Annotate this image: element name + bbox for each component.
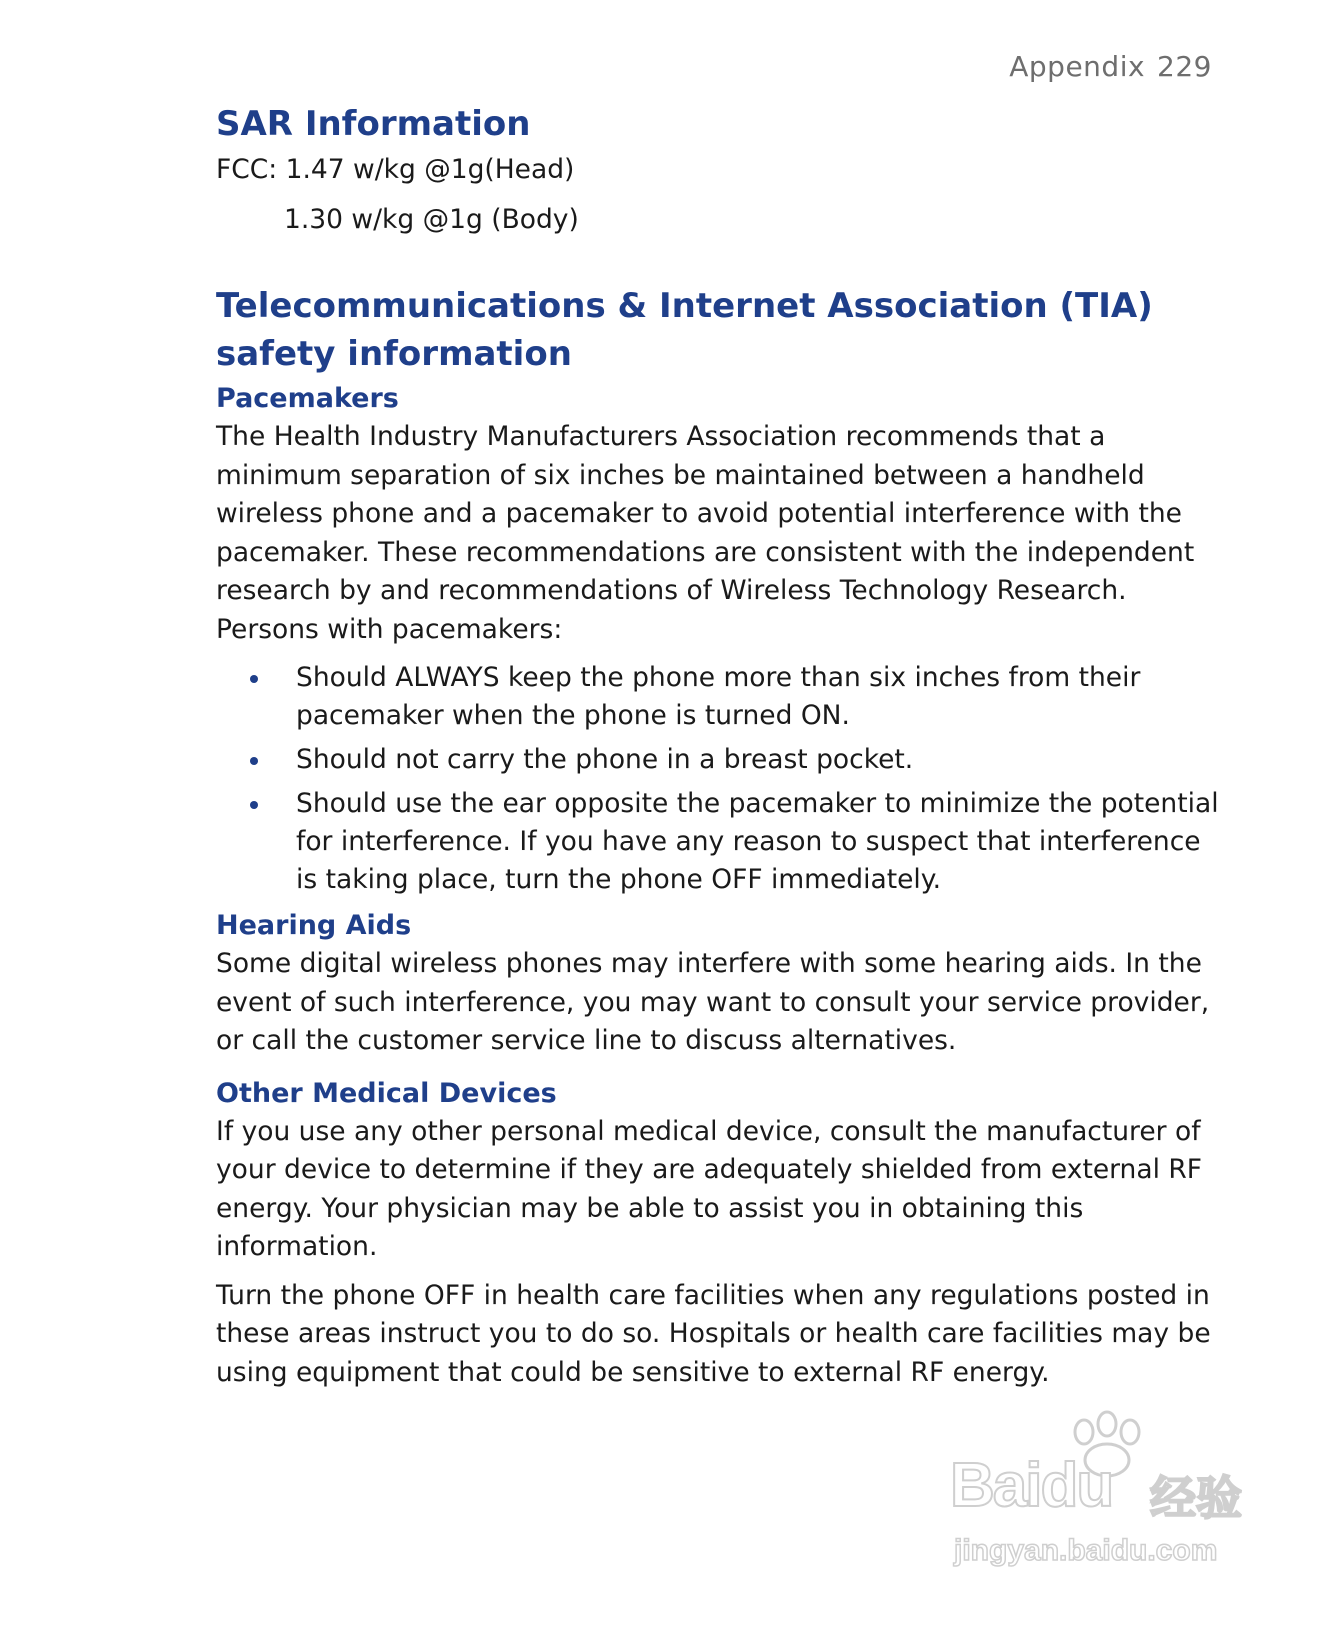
sar-fcc-body: 1.30 w/kg @1g (Body): [284, 204, 579, 235]
bullet-icon: [250, 757, 258, 765]
pacemakers-bullet-list: [216, 659, 1226, 899]
other-medical-heading: Other Medical Devices: [216, 1077, 557, 1109]
hearing-aids-paragraph: Some digital wireless phones may interfere with some hearing aids. In the event of such interference, you may want to consult your service provider, or call the customer service line to discuss alternatives.: [216, 948, 1210, 1056]
watermark-brand: Baidu: [950, 1451, 1113, 1520]
list-item: [216, 785, 1226, 899]
list-item: [216, 741, 1226, 779]
appendix-label: Appendix: [1009, 50, 1146, 83]
other-medical-paragraph-2: Turn the phone OFF in health care facilities when any regulations posted in these areas instruct you to do so. Hospitals or health care facilities may be using equipment that could be sensitive to external RF energy.: [216, 1279, 1211, 1388]
list-item: [216, 659, 1226, 735]
baidu-watermark: [950, 1410, 1270, 1590]
page-content: [216, 100, 1226, 1392]
sar-fcc-head: FCC: 1.47 w/kg @1g(Head): [216, 154, 575, 185]
sar-title: SAR Information: [216, 104, 531, 144]
watermark-url: jingyan.baidu.com: [954, 1534, 1218, 1567]
hearing-aids-heading: Hearing Aids: [216, 910, 412, 941]
bullet-icon: [250, 675, 258, 683]
pacemakers-heading: Pacemakers: [216, 383, 399, 414]
watermark-cn: 经验: [1150, 1471, 1242, 1525]
page-number: 229: [1157, 50, 1212, 83]
other-medical-paragraph-1: If you use any other personal medical device, consult the manufacturer of your device to determine if they are adequately shielded from external RF energy. Your physician may be able to assist you in obtaining this information.: [216, 1115, 1203, 1262]
bullet-icon: [250, 801, 258, 809]
bullet-text: Should use the ear opposite the pacemaker to minimize the potential for interference. If you have any reason to suspect that interference is taking place, turn the phone OFF immediately.: [296, 788, 1219, 895]
tia-title: Telecommunications & Internet Association (TIA) safety information: [216, 286, 1153, 374]
page-header: [1009, 50, 1212, 83]
bullet-text: Should not carry the phone in a breast pocket.: [296, 744, 914, 775]
bullet-text: Should ALWAYS keep the phone more than six inches from their pacemaker when the phone is turned ON.: [296, 662, 1141, 731]
pacemakers-paragraph: The Health Industry Manufacturers Association recommends that a minimum separation of six inches be maintained between a handheld wireless phone and a pacemaker to avoid potential interference with the pacemaker. These recommendations are consistent with the independent research by and recommendations of Wireless Technology Research. Persons with pacemakers:: [216, 421, 1195, 645]
